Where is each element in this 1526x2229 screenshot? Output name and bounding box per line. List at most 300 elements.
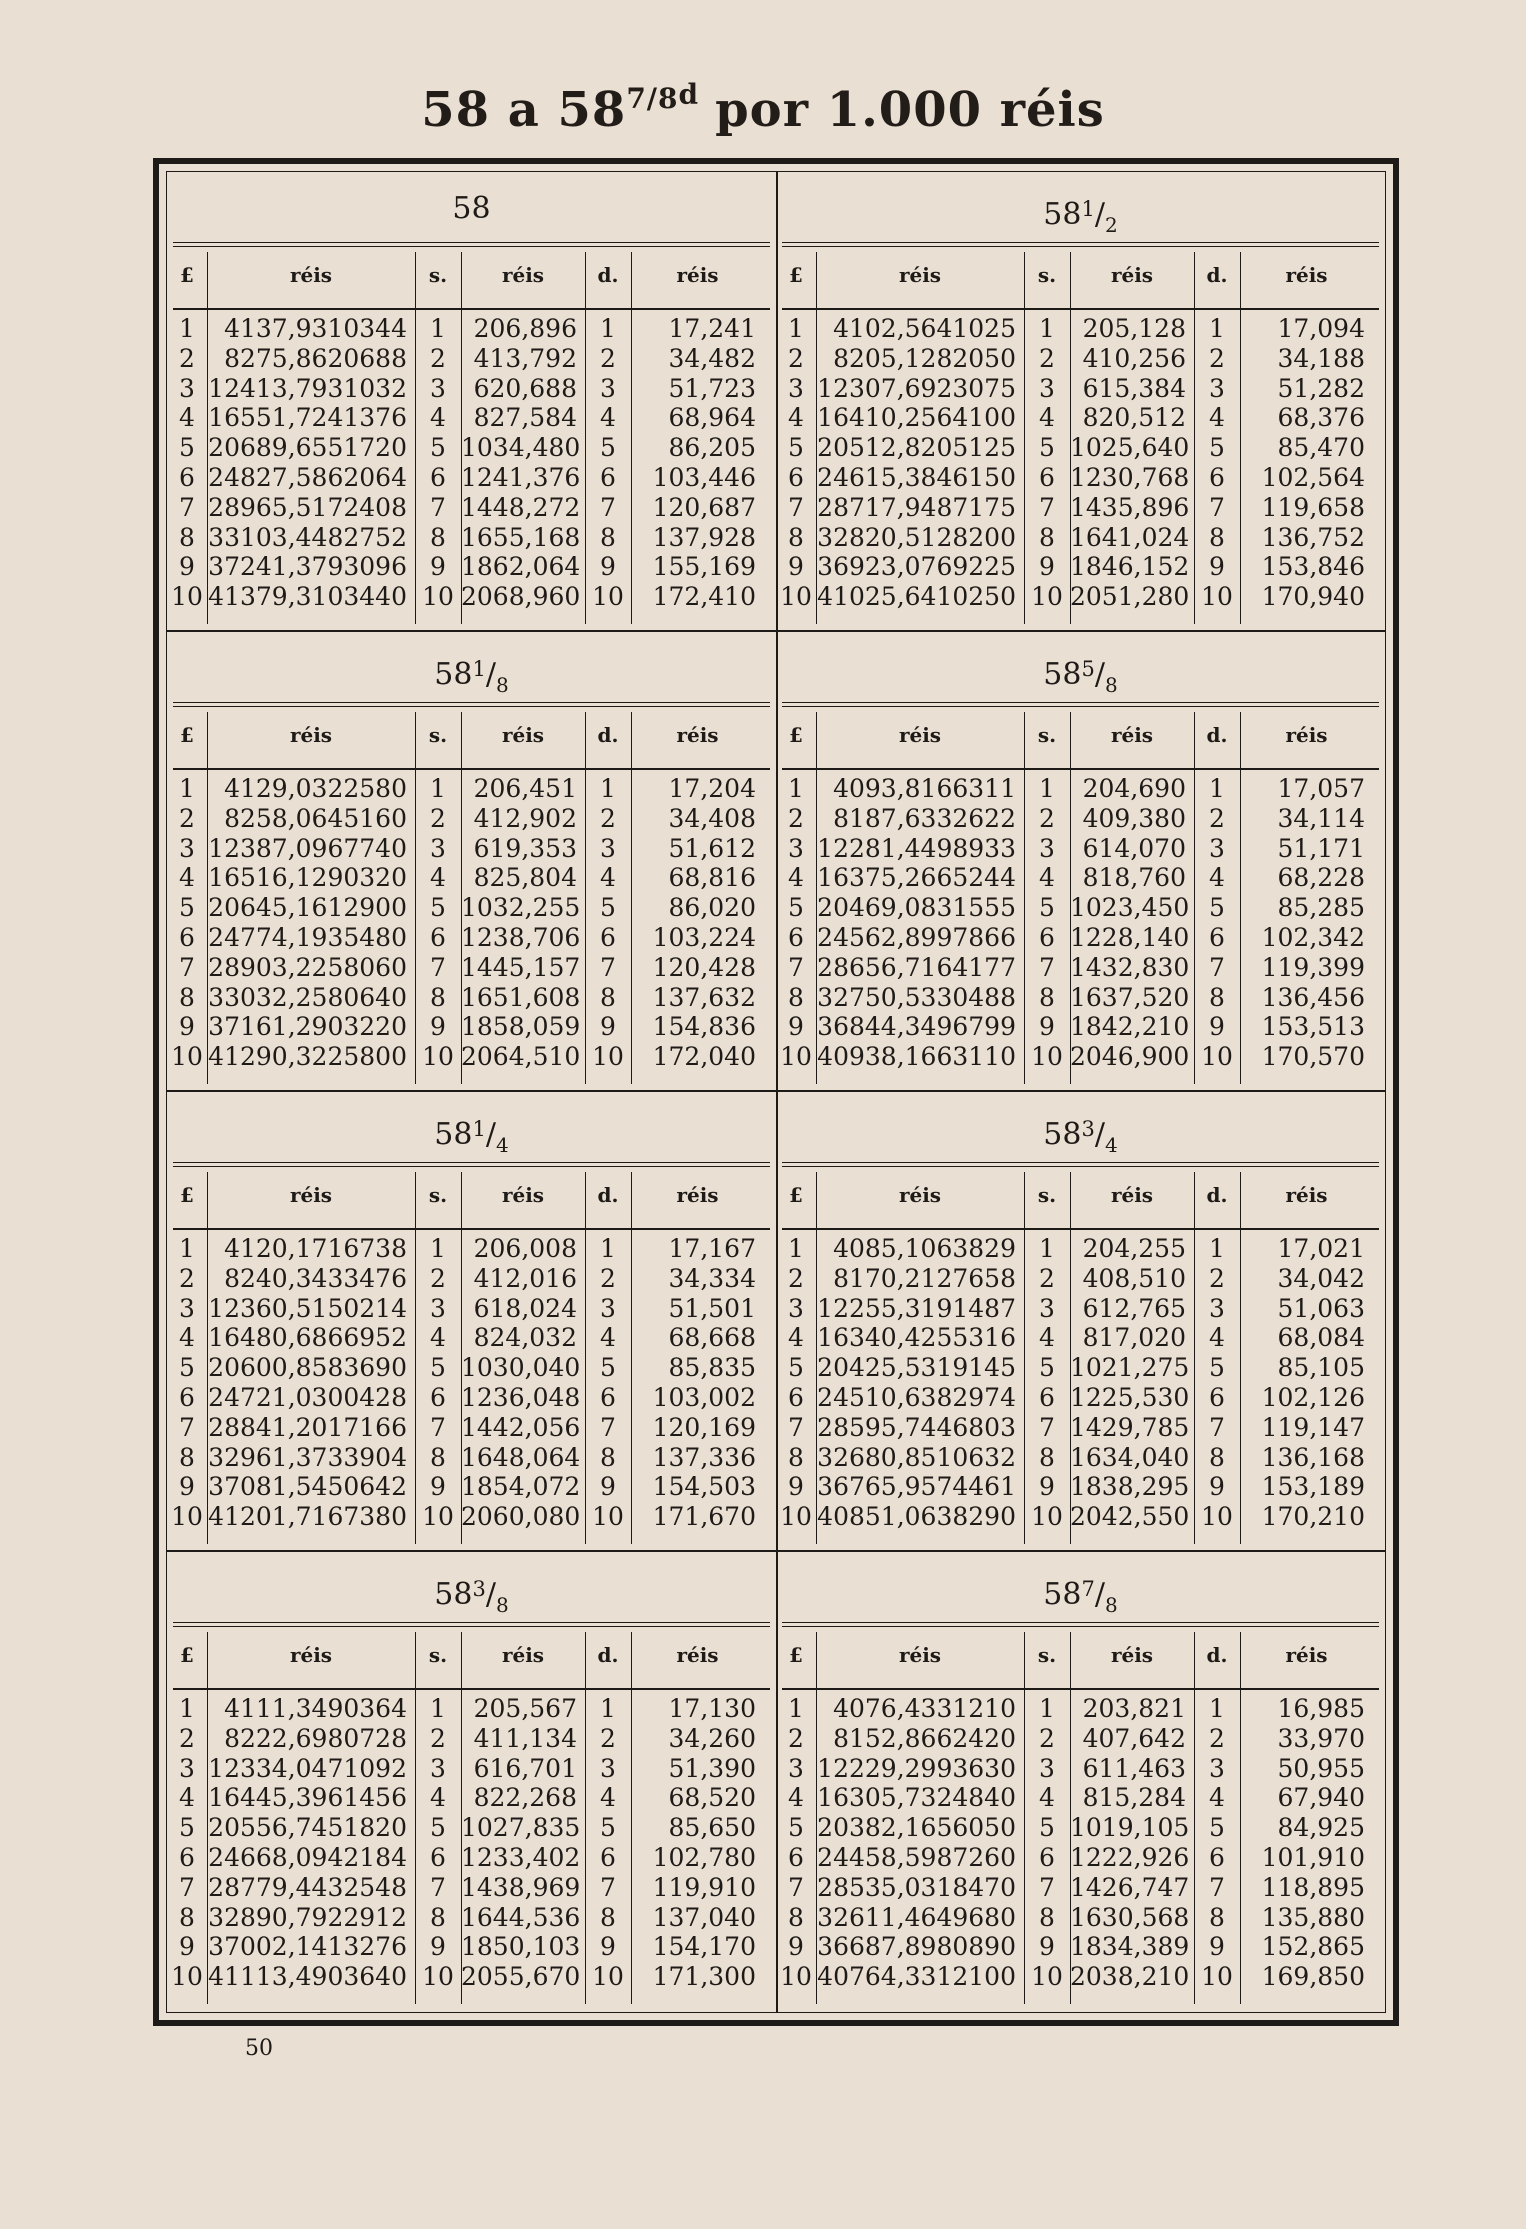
- row-multiplier: 2: [430, 1723, 446, 1753]
- horizontal-rule: [173, 1162, 770, 1163]
- table-row: [167, 863, 776, 893]
- row-value: 24721,0300428: [208, 1383, 407, 1412]
- row-multiplier: 9: [179, 1012, 195, 1042]
- row-multiplier: 6: [600, 1843, 616, 1872]
- row-value: 1236,048: [461, 1383, 581, 1412]
- heading-denominator: 8: [495, 1593, 509, 1617]
- row-value: 16410,2564100: [817, 403, 1016, 433]
- row-multiplier: 9: [788, 1472, 804, 1502]
- table-row: [776, 1294, 1385, 1324]
- table-row: [167, 1962, 776, 1992]
- row-value: 171,300: [652, 1962, 756, 1992]
- table-row: [167, 1294, 776, 1324]
- row-value: 1426,747: [1070, 1872, 1190, 1902]
- row-value: 1655,168: [461, 522, 581, 552]
- row-multiplier: 7: [430, 1872, 446, 1902]
- row-value: 28841,2017166: [208, 1412, 407, 1442]
- row-value: 1027,835: [461, 1813, 581, 1843]
- row-multiplier: 2: [430, 803, 446, 833]
- table-row: [167, 1042, 776, 1072]
- table-row: [776, 374, 1385, 404]
- row-value: 51,171: [1277, 833, 1365, 863]
- row-value: 1233,402: [461, 1843, 581, 1872]
- column-header-shilling: s.: [1037, 1183, 1057, 1207]
- row-multiplier: 6: [1039, 1843, 1055, 1872]
- horizontal-rule: [782, 706, 1379, 707]
- heading-slash: /: [1094, 657, 1105, 692]
- row-value: 103,446: [652, 463, 756, 492]
- table-row: [776, 1472, 1385, 1502]
- column-header-reis: réis: [1110, 723, 1154, 747]
- row-value: 8222,6980728: [224, 1723, 407, 1753]
- row-value: 32680,8510632: [817, 1442, 1016, 1472]
- table-row: [167, 1012, 776, 1042]
- row-multiplier: 7: [1209, 1872, 1225, 1902]
- column-header-pound: £: [789, 263, 803, 287]
- row-multiplier: 3: [1039, 1753, 1055, 1783]
- horizontal-rule: [782, 1166, 1379, 1167]
- horizontal-rule: [173, 308, 770, 310]
- row-value: 1021,275: [1070, 1353, 1190, 1383]
- row-value: 206,008: [473, 1234, 577, 1263]
- row-multiplier: 10: [1201, 1502, 1233, 1532]
- row-value: 51,390: [668, 1753, 756, 1783]
- row-value: 1030,040: [461, 1353, 581, 1383]
- row-value: 412,016: [473, 1263, 577, 1293]
- column-header-pound: £: [180, 263, 194, 287]
- table-row: [167, 1234, 776, 1264]
- rate-section: [776, 1092, 1385, 1552]
- row-multiplier: 9: [1039, 1472, 1055, 1502]
- row-multiplier: 10: [422, 1502, 454, 1532]
- row-value: 102,342: [1261, 923, 1365, 952]
- row-value: 2055,670: [461, 1962, 581, 1992]
- row-value: 17,241: [668, 314, 756, 343]
- row-multiplier: 7: [600, 1412, 616, 1442]
- row-multiplier: 3: [788, 1293, 804, 1323]
- row-value: 12387,0967740: [208, 833, 407, 863]
- row-multiplier: 10: [171, 1502, 203, 1532]
- row-value: 1834,389: [1070, 1932, 1190, 1962]
- row-value: 8275,8620688: [224, 343, 407, 373]
- row-multiplier: 10: [1031, 582, 1063, 612]
- table-row: [776, 1694, 1385, 1724]
- row-value: 1648,064: [461, 1442, 581, 1472]
- row-value: 170,210: [1261, 1502, 1365, 1532]
- horizontal-rule: [782, 1688, 1379, 1690]
- column-header-pound: £: [180, 723, 194, 747]
- row-multiplier: 6: [430, 923, 446, 952]
- row-multiplier: 3: [788, 373, 804, 403]
- row-value: 413,792: [473, 343, 577, 373]
- table-row: [776, 1843, 1385, 1873]
- rate-section: [167, 1092, 776, 1552]
- heading-denominator: 4: [495, 1133, 509, 1157]
- table-row: [167, 1843, 776, 1873]
- row-multiplier: 4: [1209, 403, 1225, 433]
- row-value: 17,167: [668, 1234, 756, 1263]
- rate-section: [167, 172, 776, 632]
- heading-denominator: 4: [1104, 1133, 1118, 1157]
- row-multiplier: 8: [430, 1902, 446, 1932]
- column-header-penny: d.: [597, 263, 619, 287]
- row-value: 24615,3846150: [817, 463, 1016, 492]
- row-value: 20600,8583690: [208, 1353, 407, 1383]
- row-value: 20382,1656050: [817, 1813, 1016, 1843]
- row-multiplier: 10: [1031, 1502, 1063, 1532]
- horizontal-rule: [782, 1622, 1379, 1623]
- heading-whole: 58: [434, 1117, 473, 1152]
- row-multiplier: 4: [430, 1323, 446, 1353]
- row-value: 36844,3496799: [817, 1012, 1016, 1042]
- column-header-penny: d.: [597, 1183, 619, 1207]
- heading-slash: /: [485, 1117, 496, 1152]
- row-value: 85,470: [1277, 433, 1365, 463]
- row-value: 4102,5641025: [833, 314, 1016, 343]
- row-value: 1854,072: [461, 1472, 581, 1502]
- row-multiplier: 9: [600, 1932, 616, 1962]
- row-multiplier: 5: [430, 1353, 446, 1383]
- row-multiplier: 6: [179, 1383, 195, 1412]
- row-multiplier: 1: [1039, 1694, 1055, 1723]
- row-multiplier: 7: [600, 1872, 616, 1902]
- row-multiplier: 4: [788, 403, 804, 433]
- row-value: 12413,7931032: [208, 373, 407, 403]
- row-multiplier: 1: [788, 1694, 804, 1723]
- row-value: 4085,1063829: [833, 1234, 1016, 1263]
- row-multiplier: 9: [179, 1932, 195, 1962]
- block-divider: [167, 630, 1385, 632]
- table-row: [167, 1783, 776, 1813]
- row-multiplier: 10: [592, 1502, 624, 1532]
- row-multiplier: 7: [179, 952, 195, 982]
- row-multiplier: 8: [600, 1902, 616, 1932]
- row-multiplier: 5: [1039, 1353, 1055, 1383]
- horizontal-rule: [782, 768, 1379, 770]
- row-multiplier: 2: [179, 1263, 195, 1293]
- row-value: 8152,8662420: [833, 1723, 1016, 1753]
- row-multiplier: 1: [430, 774, 446, 803]
- row-value: 28965,5172408: [208, 492, 407, 522]
- table-row: [167, 1383, 776, 1413]
- table-row: [776, 1502, 1385, 1532]
- section-heading: [776, 644, 1385, 697]
- row-multiplier: 8: [1209, 1442, 1225, 1472]
- row-value: 170,940: [1261, 582, 1365, 612]
- row-multiplier: 3: [179, 833, 195, 863]
- row-value: 20469,0831555: [817, 893, 1016, 923]
- row-value: 28656,7164177: [817, 952, 1016, 982]
- column-header-reis: réis: [1110, 1643, 1154, 1667]
- row-multiplier: 1: [179, 314, 195, 343]
- table-row: [776, 403, 1385, 433]
- row-multiplier: 1: [430, 1694, 446, 1723]
- row-multiplier: 5: [1209, 1353, 1225, 1383]
- row-multiplier: 4: [600, 1323, 616, 1353]
- row-multiplier: 6: [788, 1383, 804, 1412]
- row-multiplier: 2: [600, 1263, 616, 1293]
- row-multiplier: 8: [600, 522, 616, 552]
- row-value: 28717,9487175: [817, 492, 1016, 522]
- row-value: 20689,6551720: [208, 433, 407, 463]
- table-row: [776, 1813, 1385, 1843]
- row-multiplier: 3: [600, 1293, 616, 1323]
- row-value: 32750,5330488: [817, 982, 1016, 1012]
- table-row: [776, 552, 1385, 582]
- row-multiplier: 10: [1201, 582, 1233, 612]
- column-header-reis: réis: [1110, 1183, 1154, 1207]
- row-value: 41113,4903640: [208, 1962, 407, 1992]
- horizontal-rule: [782, 1626, 1379, 1627]
- row-multiplier: 10: [780, 1502, 812, 1532]
- row-multiplier: 3: [1209, 833, 1225, 863]
- row-multiplier: 7: [430, 492, 446, 522]
- row-value: 1025,640: [1070, 433, 1190, 463]
- row-multiplier: 6: [1209, 923, 1225, 952]
- row-value: 120,428: [652, 952, 756, 982]
- table-row: [167, 403, 776, 433]
- row-multiplier: 6: [1039, 923, 1055, 952]
- table-row: [776, 582, 1385, 612]
- horizontal-rule: [782, 1162, 1379, 1163]
- heading-slash: /: [1094, 197, 1105, 232]
- row-value: 86,205: [668, 433, 756, 463]
- column-header-reis: réis: [898, 263, 942, 287]
- row-value: 37002,1413276: [208, 1932, 407, 1962]
- horizontal-rule: [173, 702, 770, 703]
- row-multiplier: 1: [600, 1234, 616, 1263]
- row-multiplier: 7: [1209, 1412, 1225, 1442]
- row-multiplier: 9: [788, 1932, 804, 1962]
- title-main: 58 a 58: [421, 82, 627, 138]
- row-value: 32820,5128200: [817, 522, 1016, 552]
- row-value: 24510,6382974: [817, 1383, 1016, 1412]
- row-multiplier: 3: [1209, 1293, 1225, 1323]
- row-multiplier: 2: [788, 803, 804, 833]
- row-value: 68,520: [668, 1783, 756, 1813]
- row-value: 1228,140: [1070, 923, 1190, 952]
- row-multiplier: 5: [788, 433, 804, 463]
- row-value: 1230,768: [1070, 463, 1190, 492]
- row-value: 24458,5987260: [817, 1843, 1016, 1872]
- row-value: 68,228: [1277, 863, 1365, 893]
- row-value: 12307,6923075: [817, 373, 1016, 403]
- column-header-reis: réis: [501, 1183, 545, 1207]
- column-header-shilling: s.: [1037, 723, 1057, 747]
- table-row: [776, 1903, 1385, 1933]
- row-multiplier: 2: [600, 1723, 616, 1753]
- row-multiplier: 6: [179, 1843, 195, 1872]
- row-multiplier: 3: [1039, 833, 1055, 863]
- table-row: [167, 1694, 776, 1724]
- row-value: 409,380: [1082, 803, 1186, 833]
- row-value: 40851,0638290: [817, 1502, 1016, 1532]
- heading-numerator: 5: [1081, 657, 1095, 681]
- table-row: [167, 1754, 776, 1784]
- row-value: 68,084: [1277, 1323, 1365, 1353]
- row-value: 205,128: [1082, 314, 1186, 343]
- row-value: 12229,2993630: [817, 1753, 1016, 1783]
- row-value: 2046,900: [1070, 1042, 1190, 1072]
- row-value: 4093,8166311: [833, 774, 1016, 803]
- table-frame: [153, 158, 1399, 2026]
- row-multiplier: 6: [1039, 1383, 1055, 1412]
- row-value: 1432,830: [1070, 952, 1190, 982]
- row-value: 16305,7324840: [817, 1783, 1016, 1813]
- row-value: 20645,1612900: [208, 893, 407, 923]
- row-multiplier: 9: [430, 1012, 446, 1042]
- row-value: 12334,0471092: [208, 1753, 407, 1783]
- section-heading: [167, 184, 776, 234]
- row-value: 8205,1282050: [833, 343, 1016, 373]
- heading-denominator: 8: [1104, 673, 1118, 697]
- row-multiplier: 6: [788, 1843, 804, 1872]
- section-heading: [776, 184, 1385, 237]
- row-value: 103,224: [652, 923, 756, 952]
- row-value: 2064,510: [461, 1042, 581, 1072]
- row-multiplier: 3: [179, 373, 195, 403]
- heading-whole: 58: [1043, 197, 1082, 232]
- row-value: 16516,1290320: [208, 863, 407, 893]
- row-multiplier: 9: [600, 1472, 616, 1502]
- table-row: [776, 893, 1385, 923]
- column-header-shilling: s.: [1037, 1643, 1057, 1667]
- row-value: 825,804: [473, 863, 577, 893]
- row-multiplier: 2: [1209, 803, 1225, 833]
- column-header-reis: réis: [501, 1643, 545, 1667]
- table-row: [167, 1813, 776, 1843]
- row-multiplier: 6: [600, 1383, 616, 1412]
- row-multiplier: 9: [1209, 1472, 1225, 1502]
- column-header-reis: réis: [501, 723, 545, 747]
- row-multiplier: 10: [171, 582, 203, 612]
- row-multiplier: 8: [179, 982, 195, 1012]
- row-multiplier: 5: [179, 433, 195, 463]
- row-value: 37241,3793096: [208, 552, 407, 582]
- row-multiplier: 4: [179, 1323, 195, 1353]
- table-row: [167, 344, 776, 374]
- row-value: 1850,103: [461, 1932, 581, 1962]
- row-multiplier: 6: [600, 463, 616, 492]
- horizontal-rule: [782, 702, 1379, 703]
- column-header-shilling: s.: [428, 1643, 448, 1667]
- row-multiplier: 8: [430, 1442, 446, 1472]
- row-multiplier: 8: [1039, 1442, 1055, 1472]
- row-value: 154,503: [652, 1472, 756, 1502]
- section-heading: [167, 644, 776, 697]
- row-multiplier: 5: [600, 1353, 616, 1383]
- row-multiplier: 9: [788, 552, 804, 582]
- column-header-reis: réis: [289, 1183, 333, 1207]
- row-value: 153,189: [1261, 1472, 1365, 1502]
- row-value: 1445,157: [461, 952, 581, 982]
- row-multiplier: 6: [788, 463, 804, 492]
- row-value: 815,284: [1082, 1783, 1186, 1813]
- row-value: 20556,7451820: [208, 1813, 407, 1843]
- column-header-shilling: s.: [428, 723, 448, 747]
- table-row: [167, 433, 776, 463]
- row-value: 24562,8997866: [817, 923, 1016, 952]
- row-value: 1238,706: [461, 923, 581, 952]
- row-multiplier: 4: [788, 863, 804, 893]
- row-value: 614,070: [1082, 833, 1186, 863]
- table-row: [167, 463, 776, 493]
- center-divider: [776, 172, 778, 2012]
- table-row: [776, 433, 1385, 463]
- row-multiplier: 1: [788, 314, 804, 343]
- row-multiplier: 2: [1039, 343, 1055, 373]
- row-value: 28595,7446803: [817, 1412, 1016, 1442]
- row-multiplier: 1: [1209, 1234, 1225, 1263]
- heading-whole: 58: [1043, 1577, 1082, 1612]
- row-multiplier: 8: [179, 1442, 195, 1472]
- row-multiplier: 9: [1039, 1932, 1055, 1962]
- row-value: 1641,024: [1070, 522, 1190, 552]
- row-value: 172,040: [652, 1042, 756, 1072]
- row-multiplier: 7: [1209, 492, 1225, 522]
- row-value: 17,021: [1277, 1234, 1365, 1263]
- table-row: [167, 314, 776, 344]
- column-header-reis: réis: [1285, 1643, 1328, 1667]
- row-multiplier: 5: [430, 1813, 446, 1843]
- row-multiplier: 5: [430, 893, 446, 923]
- row-multiplier: 8: [788, 1442, 804, 1472]
- row-value: 136,752: [1261, 522, 1365, 552]
- row-multiplier: 2: [1209, 343, 1225, 373]
- row-value: 84,925: [1277, 1813, 1365, 1843]
- column-header-reis: réis: [1285, 723, 1328, 747]
- table-row: [776, 923, 1385, 953]
- row-multiplier: 3: [179, 1753, 195, 1783]
- row-multiplier: 2: [179, 343, 195, 373]
- row-value: 16340,4255316: [817, 1323, 1016, 1353]
- row-value: 2060,080: [461, 1502, 581, 1532]
- heading-numerator: 7: [1081, 1577, 1095, 1601]
- row-value: 17,057: [1277, 774, 1365, 803]
- heading-denominator: 2: [1104, 213, 1118, 237]
- row-value: 136,456: [1261, 982, 1365, 1012]
- row-multiplier: 4: [430, 863, 446, 893]
- row-value: 1862,064: [461, 552, 581, 582]
- row-multiplier: 6: [600, 923, 616, 952]
- row-multiplier: 1: [600, 774, 616, 803]
- heading-slash: /: [485, 1577, 496, 1612]
- row-value: 102,564: [1261, 463, 1365, 492]
- table-row: [167, 804, 776, 834]
- row-value: 28903,2258060: [208, 952, 407, 982]
- row-value: 1644,536: [461, 1902, 581, 1932]
- row-value: 619,353: [473, 833, 577, 863]
- row-value: 28535,0318470: [817, 1872, 1016, 1902]
- row-value: 135,880: [1261, 1902, 1365, 1932]
- row-multiplier: 3: [1209, 1753, 1225, 1783]
- row-value: 20512,8205125: [817, 433, 1016, 463]
- row-value: 136,168: [1261, 1442, 1365, 1472]
- table-row: [776, 1754, 1385, 1784]
- column-header-shilling: s.: [428, 263, 448, 287]
- table-row: [776, 1042, 1385, 1072]
- row-multiplier: 3: [1039, 373, 1055, 403]
- row-multiplier: 1: [1209, 314, 1225, 343]
- row-value: 102,780: [652, 1843, 756, 1872]
- table-row: [776, 493, 1385, 523]
- heading-whole: 58: [434, 657, 473, 692]
- title-rest: por 1.000 réis: [715, 82, 1105, 138]
- row-multiplier: 7: [600, 952, 616, 982]
- row-multiplier: 9: [430, 1472, 446, 1502]
- row-multiplier: 2: [788, 1263, 804, 1293]
- column-header-reis: réis: [1285, 263, 1328, 287]
